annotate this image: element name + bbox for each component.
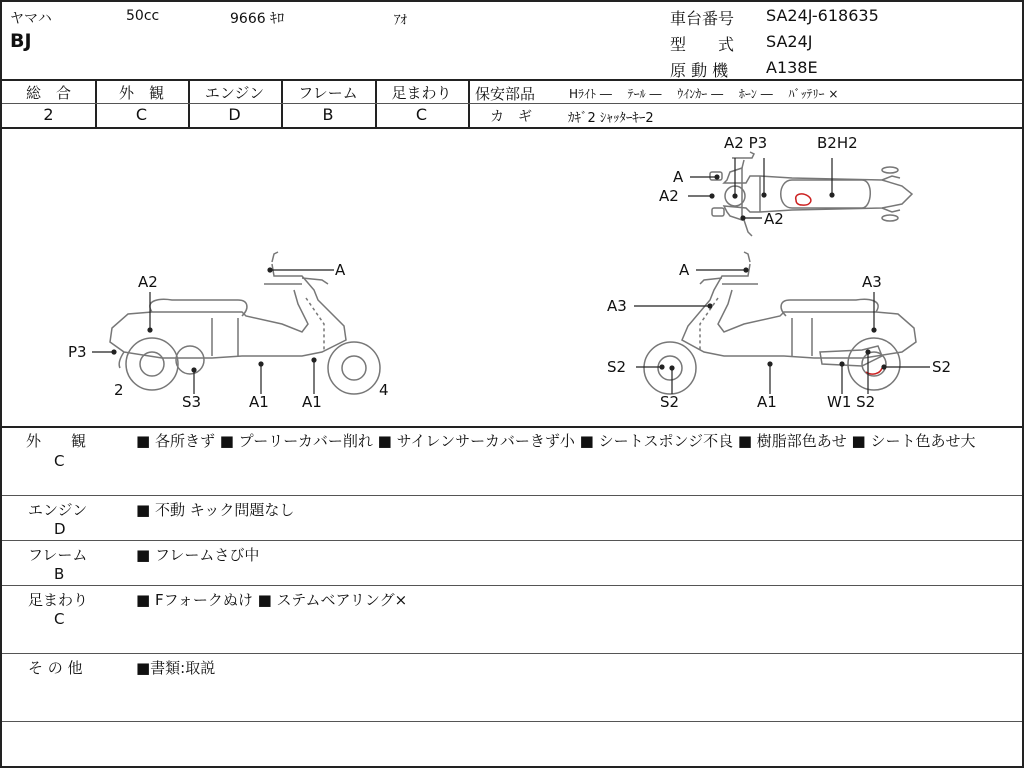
grade-engine-label: エンジン <box>204 84 265 102</box>
engine-value: A138E <box>766 58 818 77</box>
right-label: A3 <box>607 297 627 315</box>
left-label: P3 <box>68 343 87 361</box>
remark-exterior-text: ■ 各所きず ■ プーリーカバー削れ ■ サイレンサーカバーきず小 ■ シートスポンジ不良 ■ 樹脂部色あせ ■ シート色あせ大 <box>136 432 976 450</box>
left-label: A <box>335 261 346 279</box>
displacement: 50cc <box>126 8 160 24</box>
grade-engine-value: D <box>228 105 241 124</box>
frame-no-label: 車台番号 <box>670 9 735 28</box>
grade-suspension-value: C <box>415 105 428 124</box>
left-label: 2 <box>114 381 124 399</box>
remark-suspension-grade: C <box>54 610 65 628</box>
key-label: カ ギ <box>490 109 532 125</box>
engine-label: 原 動 機 <box>670 61 729 80</box>
remark-engine-text: ■ 不動 キック問題なし <box>136 501 295 519</box>
remarks-top-border <box>2 426 1022 428</box>
remark-exterior-label: 外 観 <box>26 432 87 450</box>
remark-divider <box>2 495 1022 496</box>
type-label: 型 式 <box>670 35 735 54</box>
remark-other-text: ■書類:取説 <box>136 659 216 677</box>
top-label: A2 <box>659 187 679 205</box>
right-label: S2 <box>660 393 680 411</box>
right-label: W1 S2 <box>827 393 876 411</box>
remark-other-label: そ の 他 <box>28 659 83 677</box>
remark-divider <box>2 653 1022 654</box>
grade-frame-label: フレーム <box>298 84 358 102</box>
remark-frame-label: フレーム <box>28 546 88 564</box>
right-label: A <box>679 261 690 279</box>
top-view-leaders <box>688 158 834 220</box>
right-label: A3 <box>862 273 882 291</box>
right-label: A1 <box>757 393 777 411</box>
top-view-scooter <box>710 152 912 236</box>
type-value: SA24J <box>766 32 813 51</box>
top-label: A <box>673 168 684 186</box>
left-label: A1 <box>302 393 322 411</box>
grade-suspension-label: 足まわり <box>391 84 452 102</box>
model-name: BJ <box>10 30 32 52</box>
remark-divider <box>2 585 1022 586</box>
safety-mid-line <box>468 103 1022 104</box>
safety-title: 保安部品 <box>475 85 536 103</box>
top-label: A2 <box>764 210 784 228</box>
maker: ヤマハ <box>10 11 52 27</box>
remark-frame-grade: B <box>54 565 65 583</box>
mileage: 9666 ｷﾛ <box>230 11 285 27</box>
damage-mark <box>796 194 811 205</box>
key-value: ｶｷﾞ2 ｼｬｯﾀｰｷｰ2 <box>568 111 654 126</box>
left-label: A2 <box>138 273 158 291</box>
remark-engine-label: エンジン <box>28 501 88 519</box>
safety-items: Hﾗｲﾄ ― ﾃｰﾙ ― ｳｲﾝｶｰ ― ﾎｰﾝ ― ﾊﾞｯﾃﾘｰ × <box>569 87 839 101</box>
remark-divider <box>2 540 1022 541</box>
remark-frame-text: ■ フレームさび中 <box>136 546 260 564</box>
grade-overall-value: 2 <box>43 105 54 124</box>
remark-suspension-label: 足まわり <box>28 591 89 609</box>
grade-exterior-value: C <box>135 105 148 124</box>
grade-frame-value: B <box>322 105 334 124</box>
top-label: B2H2 <box>817 134 858 152</box>
right-label: S2 <box>607 358 627 376</box>
damage-diagram <box>2 128 1024 426</box>
remark-engine-grade: D <box>54 520 66 538</box>
remark-divider <box>2 721 1022 722</box>
grade-exterior-label: 外 観 <box>118 84 164 102</box>
left-label: S3 <box>182 393 202 411</box>
remark-exterior-grade: C <box>54 452 65 470</box>
top-label: A2 P3 <box>724 134 768 152</box>
grade-mid-line <box>2 103 468 104</box>
frame-no-value: SA24J-618635 <box>766 6 879 25</box>
grade-overall-label: 総 合 <box>25 84 71 102</box>
right-view-leaders <box>634 268 930 394</box>
left-label: 4 <box>379 381 389 399</box>
right-label: S2 <box>932 358 952 376</box>
left-label: A1 <box>249 393 269 411</box>
color: ｱｵ <box>394 13 407 28</box>
header-divider <box>2 79 1022 81</box>
remark-suspension-text: ■ Fフォークぬけ ■ ステムベアリング× <box>136 591 408 609</box>
